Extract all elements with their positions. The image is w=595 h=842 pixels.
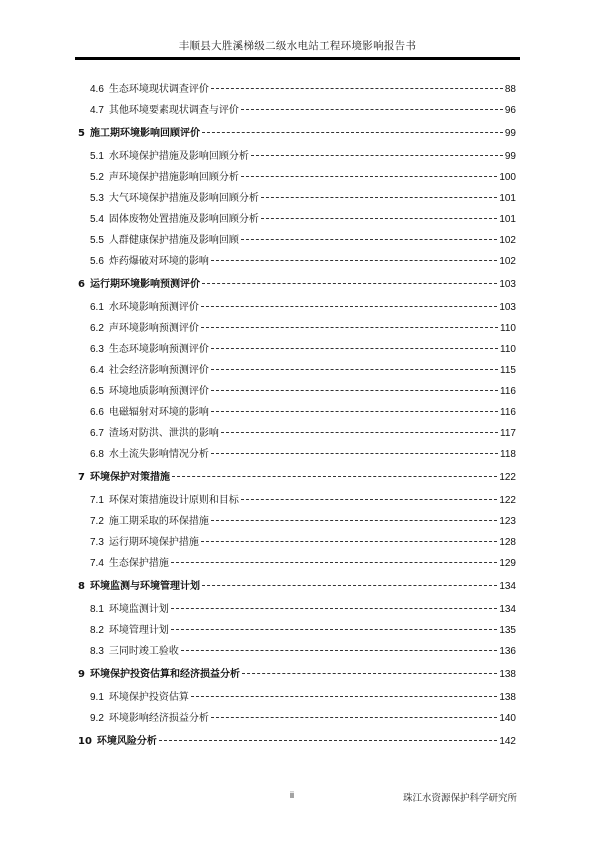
toc-section-entry[interactable] — [78, 101, 516, 122]
toc-dot-leader — [241, 176, 497, 177]
toc-entry-number: 6.7 — [90, 428, 104, 439]
toc-section-entry[interactable] — [78, 147, 516, 168]
toc-entry-page: 115 — [500, 365, 516, 376]
toc-entry-title: 声环境影响预测评价 — [108, 323, 199, 334]
toc-dot-leader — [171, 629, 497, 630]
toc-entry-title: 环境地质影响预测评价 — [108, 386, 209, 397]
toc-entry-number: 5.2 — [90, 172, 104, 183]
toc-entry-page: 110 — [500, 344, 516, 355]
toc-dot-leader — [211, 520, 497, 521]
toc-entry-page: 116 — [500, 386, 516, 397]
toc-chapter-entry[interactable] — [78, 577, 516, 598]
toc-entry-number: 8.3 — [90, 646, 104, 657]
toc-entry-title: 人群健康保护措施及影响回顾 — [108, 235, 239, 246]
toc-section-entry[interactable] — [78, 231, 516, 252]
toc-section-entry[interactable] — [78, 189, 516, 210]
toc-entry-number: 7.2 — [90, 516, 104, 527]
toc-entry-page: 134 — [499, 581, 516, 592]
toc-dot-leader — [171, 562, 497, 563]
toc-entry-page: 100 — [499, 172, 516, 183]
table-of-contents — [78, 80, 516, 755]
toc-entry-page: 122 — [499, 472, 516, 483]
toc-entry-page: 142 — [499, 736, 516, 747]
toc-section-entry[interactable] — [78, 403, 516, 424]
toc-dot-leader — [221, 432, 498, 433]
toc-entry-number: 5.5 — [90, 235, 104, 246]
toc-entry-number: 10 — [78, 736, 92, 747]
toc-section-entry[interactable] — [78, 621, 516, 642]
toc-section-entry[interactable] — [78, 361, 516, 382]
toc-section-entry[interactable] — [78, 512, 516, 533]
toc-dot-leader — [159, 740, 497, 741]
toc-entry-number: 8 — [78, 581, 85, 592]
toc-entry-number: 6.1 — [90, 302, 104, 313]
toc-entry-number: 6.8 — [90, 449, 104, 460]
toc-section-entry[interactable] — [78, 340, 516, 361]
toc-section-entry[interactable] — [78, 80, 516, 101]
toc-entry-number: 5.1 — [90, 151, 104, 162]
toc-dot-leader — [241, 499, 497, 500]
toc-entry-page: 101 — [499, 214, 516, 225]
toc-section-entry[interactable] — [78, 168, 516, 189]
toc-entry-title: 水土流失影响情况分析 — [108, 449, 209, 460]
toc-entry-title: 生态环境现状调查评价 — [108, 84, 209, 95]
toc-entry-number: 7.3 — [90, 537, 104, 548]
toc-chapter-entry[interactable] — [78, 124, 516, 145]
toc-dot-leader — [191, 696, 497, 697]
toc-section-entry[interactable] — [78, 600, 516, 621]
toc-entry-title: 其他环境要素现状调查与评价 — [108, 105, 239, 116]
toc-entry-title: 声环境保护措施影响回顾分析 — [108, 172, 239, 183]
toc-section-entry[interactable] — [78, 210, 516, 231]
toc-entry-page: 138 — [499, 692, 516, 703]
toc-dot-leader — [202, 132, 503, 133]
toc-entry-number: 7.4 — [90, 558, 104, 569]
toc-entry-page: 123 — [499, 516, 516, 527]
toc-entry-number: 8.1 — [90, 604, 104, 615]
toc-entry-number: 9.1 — [90, 692, 104, 703]
toc-dot-leader — [242, 673, 497, 674]
toc-entry-title: 固体废物处置措施及影响回顾分析 — [108, 214, 259, 225]
toc-entry-title: 生态保护措施 — [108, 558, 169, 569]
toc-dot-leader — [181, 650, 497, 651]
toc-chapter-entry[interactable] — [78, 275, 516, 296]
toc-entry-number: 7.1 — [90, 495, 104, 506]
toc-entry-page: 129 — [499, 558, 516, 569]
toc-section-entry[interactable] — [78, 445, 516, 466]
toc-dot-leader — [211, 411, 498, 412]
toc-entry-number: 7 — [78, 472, 85, 483]
toc-entry-title: 水环境影响预测评价 — [108, 302, 199, 313]
toc-entry-title: 三同时竣工验收 — [108, 646, 179, 657]
toc-entry-title: 环境监测与环境管理计划 — [89, 581, 200, 592]
toc-entry-title: 电磁辐射对环境的影响 — [108, 407, 209, 418]
toc-section-entry[interactable] — [78, 319, 516, 340]
toc-entry-page: 138 — [499, 669, 516, 680]
toc-entry-title: 渣场对防洪、泄洪的影响 — [108, 428, 219, 439]
toc-entry-page: 99 — [504, 128, 516, 139]
toc-entry-title: 运行期环境保护措施 — [108, 537, 199, 548]
toc-dot-leader — [211, 260, 497, 261]
toc-section-entry[interactable] — [78, 688, 516, 709]
toc-entry-page: 136 — [499, 646, 516, 657]
toc-entry-number: 6.3 — [90, 344, 104, 355]
toc-dot-leader — [172, 476, 497, 477]
footer-page-number: ii — [290, 790, 294, 800]
toc-dot-leader — [251, 155, 503, 156]
toc-dot-leader — [211, 453, 498, 454]
toc-dot-leader — [202, 283, 497, 284]
toc-entry-number: 9.2 — [90, 713, 104, 724]
toc-dot-leader — [201, 327, 498, 328]
toc-entry-number: 6.2 — [90, 323, 104, 334]
header-rule — [75, 57, 520, 60]
toc-entry-page: 102 — [499, 256, 516, 267]
toc-chapter-entry[interactable] — [78, 732, 516, 753]
toc-entry-page: 103 — [499, 279, 516, 290]
toc-entry-title: 水环境保护措施及影响回顾分析 — [108, 151, 249, 162]
toc-entry-page: 140 — [499, 713, 516, 724]
toc-entry-page: 88 — [504, 84, 516, 95]
toc-entry-title: 环境影响经济损益分析 — [108, 713, 209, 724]
toc-entry-page: 118 — [500, 449, 516, 460]
toc-dot-leader — [261, 197, 497, 198]
toc-dot-leader — [201, 541, 497, 542]
toc-dot-leader — [211, 348, 498, 349]
toc-entry-page: 99 — [504, 151, 516, 162]
toc-entry-number: 5 — [78, 128, 85, 139]
toc-entry-title: 环境保护投资估算和经济损益分析 — [89, 669, 240, 680]
toc-entry-title: 大气环境保护措施及影响回顾分析 — [108, 193, 259, 204]
toc-entry-number: 6.4 — [90, 365, 104, 376]
toc-dot-leader — [261, 218, 497, 219]
toc-section-entry[interactable] — [78, 491, 516, 512]
toc-entry-page: 102 — [499, 235, 516, 246]
toc-section-entry[interactable] — [78, 252, 516, 273]
toc-entry-title: 环境管理计划 — [108, 625, 169, 636]
toc-dot-leader — [211, 717, 497, 718]
toc-entry-number: 4.6 — [90, 84, 104, 95]
toc-dot-leader — [171, 608, 497, 609]
toc-entry-title: 环境保护投资估算 — [108, 692, 189, 703]
toc-entry-page: 101 — [499, 193, 516, 204]
toc-dot-leader — [201, 306, 497, 307]
toc-entry-title: 施工期采取的环保措施 — [108, 516, 209, 527]
toc-section-entry[interactable] — [78, 424, 516, 445]
toc-chapter-entry[interactable] — [78, 665, 516, 686]
toc-entry-title: 环保对策措施设计原则和目标 — [108, 495, 239, 506]
toc-entry-title: 生态环境影响预测评价 — [108, 344, 209, 355]
toc-entry-number: 5.3 — [90, 193, 104, 204]
footer-organization: 珠江水资源保护科学研究所 — [402, 793, 517, 804]
toc-section-entry[interactable] — [78, 709, 516, 730]
toc-dot-leader — [211, 88, 503, 89]
toc-dot-leader — [202, 585, 497, 586]
toc-entry-page: 122 — [499, 495, 516, 506]
toc-entry-page: 117 — [500, 428, 516, 439]
toc-entry-page: 135 — [499, 625, 516, 636]
toc-entry-title: 社会经济影响预测评价 — [108, 365, 209, 376]
toc-entry-page: 134 — [499, 604, 516, 615]
toc-entry-title: 环境保护对策措施 — [89, 472, 170, 483]
toc-section-entry[interactable] — [78, 642, 516, 663]
toc-entry-page: 116 — [500, 407, 516, 418]
toc-entry-number: 4.7 — [90, 105, 104, 116]
toc-dot-leader — [241, 109, 503, 110]
toc-entry-number: 6.5 — [90, 386, 104, 397]
toc-dot-leader — [211, 369, 498, 370]
toc-entry-title: 施工期环境影响回顾评价 — [89, 128, 200, 139]
toc-entry-number: 5.6 — [90, 256, 104, 267]
toc-section-entry[interactable] — [78, 533, 516, 554]
toc-section-entry[interactable] — [78, 382, 516, 403]
toc-entry-page: 110 — [500, 323, 516, 334]
toc-dot-leader — [211, 390, 498, 391]
toc-chapter-entry[interactable] — [78, 468, 516, 489]
toc-section-entry[interactable] — [78, 554, 516, 575]
toc-entry-number: 6.6 — [90, 407, 104, 418]
running-header: 丰顺县大胜溪梯级二级水电站工程环境影响报告书 — [178, 40, 417, 52]
toc-entry-number: 8.2 — [90, 625, 104, 636]
toc-entry-title: 运行期环境影响预测评价 — [89, 279, 200, 290]
toc-entry-page: 128 — [499, 537, 516, 548]
toc-section-entry[interactable] — [78, 298, 516, 319]
toc-entry-number: 9 — [78, 669, 85, 680]
toc-dot-leader — [241, 239, 497, 240]
toc-entry-number: 6 — [78, 279, 85, 290]
toc-entry-title: 环境风险分析 — [96, 736, 157, 747]
toc-entry-title: 环境监测计划 — [108, 604, 169, 615]
toc-entry-page: 96 — [504, 105, 516, 116]
toc-entry-number: 5.4 — [90, 214, 104, 225]
toc-entry-page: 103 — [499, 302, 516, 313]
toc-entry-title: 炸药爆破对环境的影响 — [108, 256, 209, 267]
